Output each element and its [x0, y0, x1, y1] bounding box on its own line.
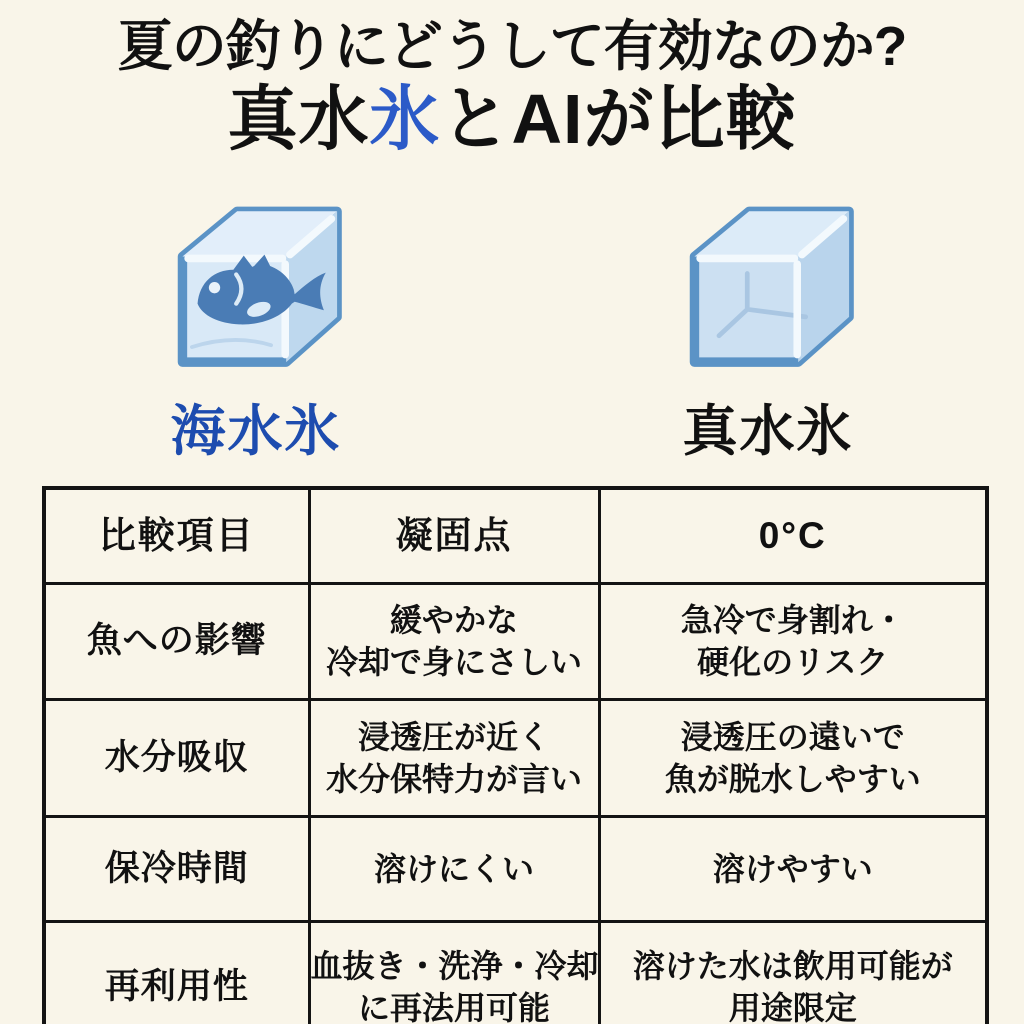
- cell-seawater: [309, 488, 599, 583]
- cell-line: 凝固点: [395, 514, 513, 556]
- label-freshwater-ice: 真水氷: [682, 400, 854, 463]
- cell-item: [44, 583, 309, 699]
- cell-item: [44, 921, 309, 1024]
- cell-line: 冷却で身にさしい: [325, 644, 582, 681]
- figure-freshwater-ice: [512, 183, 1024, 466]
- comparison-table: [42, 486, 989, 1024]
- title-line-2: [0, 79, 1024, 160]
- cell-item: [44, 699, 309, 816]
- figures-row: [0, 183, 1024, 466]
- ice-cube-with-fish-icon: [152, 183, 360, 381]
- cell-line: 緩やかな: [389, 602, 518, 639]
- table-row: [44, 921, 987, 1024]
- cell-line: 溶けやすい: [712, 850, 873, 887]
- title-line2-prefix: 真水: [227, 79, 370, 158]
- cell-line: 浸透圧の遠いで: [680, 718, 905, 755]
- cell-line: 溶けにくい: [373, 850, 534, 887]
- cell-line: 水分吸収: [104, 737, 249, 777]
- table-row: [44, 583, 987, 699]
- cell-item: [44, 488, 309, 583]
- cell-freshwater: [599, 699, 987, 816]
- cell-line: 溶けた水は飲用可能が: [632, 947, 953, 984]
- cell-line: 保冷時間: [104, 848, 249, 888]
- cell-line: 魚が脱水しやすい: [664, 760, 921, 797]
- cell-freshwater: [599, 921, 987, 1024]
- cell-seawater: [309, 699, 599, 816]
- cell-line: 再利用性: [104, 967, 249, 1007]
- title-block: [0, 0, 1024, 159]
- table-row: [44, 699, 987, 816]
- figure-seawater-ice: [0, 183, 512, 466]
- cell-line: 急冷で身割れ・: [680, 602, 905, 639]
- cell-seawater: [309, 583, 599, 699]
- title-line2-highlight: 氷: [369, 79, 441, 158]
- cell-seawater: [309, 921, 599, 1024]
- cell-line: 硬化のリスク: [697, 644, 889, 681]
- cell-freshwater: [599, 583, 987, 699]
- cell-line: 魚への影響: [86, 621, 267, 661]
- ice-cube-icon: [664, 183, 872, 381]
- cell-freshwater: [599, 488, 987, 583]
- cell-line: 血抜き・洗浄・冷却: [310, 947, 599, 984]
- cell-line: 水分保特力が言い: [325, 760, 582, 797]
- cell-line: 用途限定: [728, 990, 857, 1024]
- table-row: [44, 488, 987, 583]
- table-row: [44, 816, 987, 921]
- title-line2-suffix: とAIが比較: [440, 79, 797, 158]
- label-seawater-ice: 海水氷: [170, 400, 342, 463]
- cell-item: [44, 816, 309, 921]
- cell-seawater: [309, 816, 599, 921]
- cell-line: 0°C: [758, 514, 827, 556]
- cell-line: に再法用可能: [357, 990, 550, 1024]
- cell-line: 比較項目: [98, 514, 255, 556]
- cell-line: 浸透圧が近く: [357, 718, 550, 755]
- cell-freshwater: [599, 816, 987, 921]
- title-line-1: 夏の釣りにどうして有効なのか?: [117, 15, 907, 77]
